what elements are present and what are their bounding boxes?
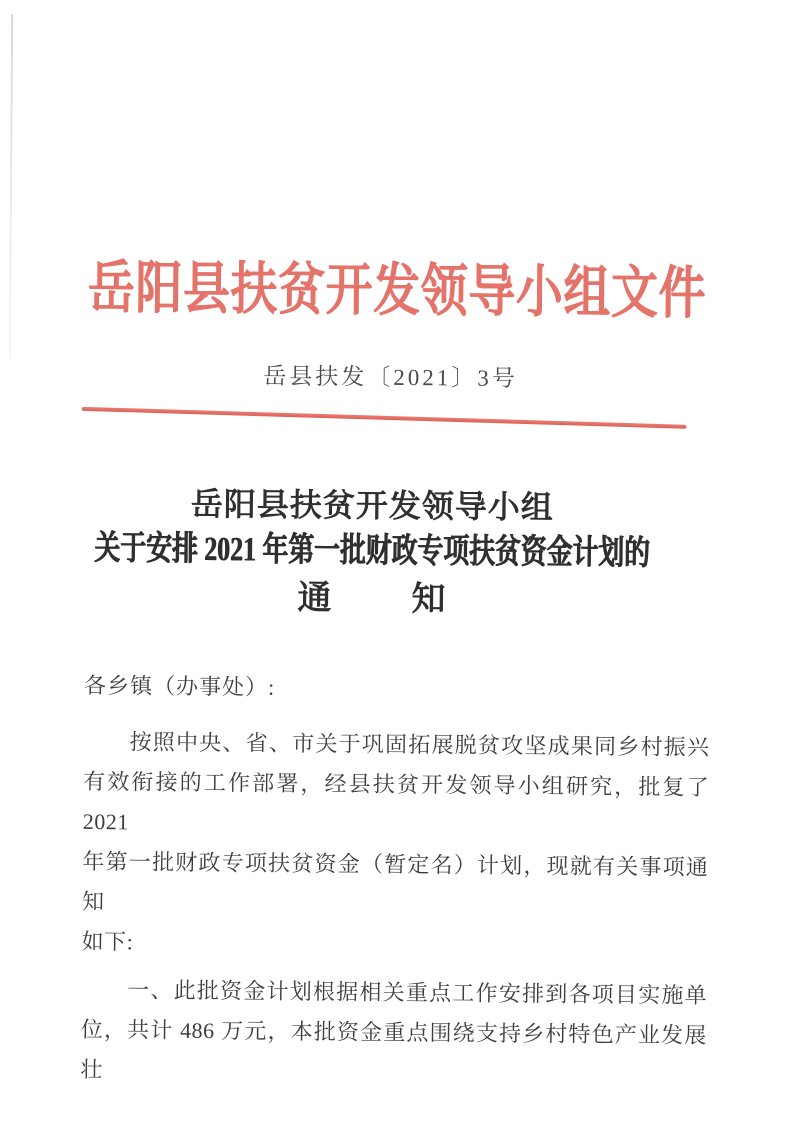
paragraph-1-line-3: 年第一批财政专项扶贫资金（暂定名）计划，现就有关事项通知 <box>81 848 709 915</box>
document-title-line2-text: 关于安排 2021 年第一批财政专项扶贫资金计划的 <box>93 529 650 573</box>
salutation: 各乡镇（办事处）: <box>83 672 276 700</box>
document-title <box>0 481 747 626</box>
paragraph-2 <box>80 970 707 1096</box>
paragraph-1-line-4: 如下: <box>81 928 134 955</box>
paragraph-2-line-2: 位，共计 486 万元，本批资金重点围绕支持乡村特色产业发展壮 <box>80 1016 707 1083</box>
document-title-notice <box>0 573 746 626</box>
paragraph-1-line-2: 有效衔接的工作部署，经县扶贫开发领导小组研究，批复了 2021 <box>82 768 710 835</box>
paragraph-2-line-1: 一、此批资金计划根据相关重点工作安排到各项目实施单 <box>127 977 708 1008</box>
notice-char-tong: 通 <box>297 579 332 618</box>
red-header-org-title-text: 岳阳县扶贫开发领导小组文件 <box>86 256 706 326</box>
paragraph-1-line-1: 按照中央、省、市关于巩固拓展脱贫攻坚成果同乡村振兴 <box>129 729 710 760</box>
red-header-org-title <box>0 245 793 339</box>
red-divider-rule <box>82 407 687 429</box>
notice-char-zhi: 知 <box>411 581 446 619</box>
document-number: 岳县扶发〔2021〕3号 <box>263 363 518 392</box>
document-title-line1: 岳阳县扶贫开发领导小组 <box>190 485 555 526</box>
paragraph-1 <box>81 722 709 968</box>
document-body <box>80 666 710 1104</box>
document-title-line2 <box>0 523 747 580</box>
